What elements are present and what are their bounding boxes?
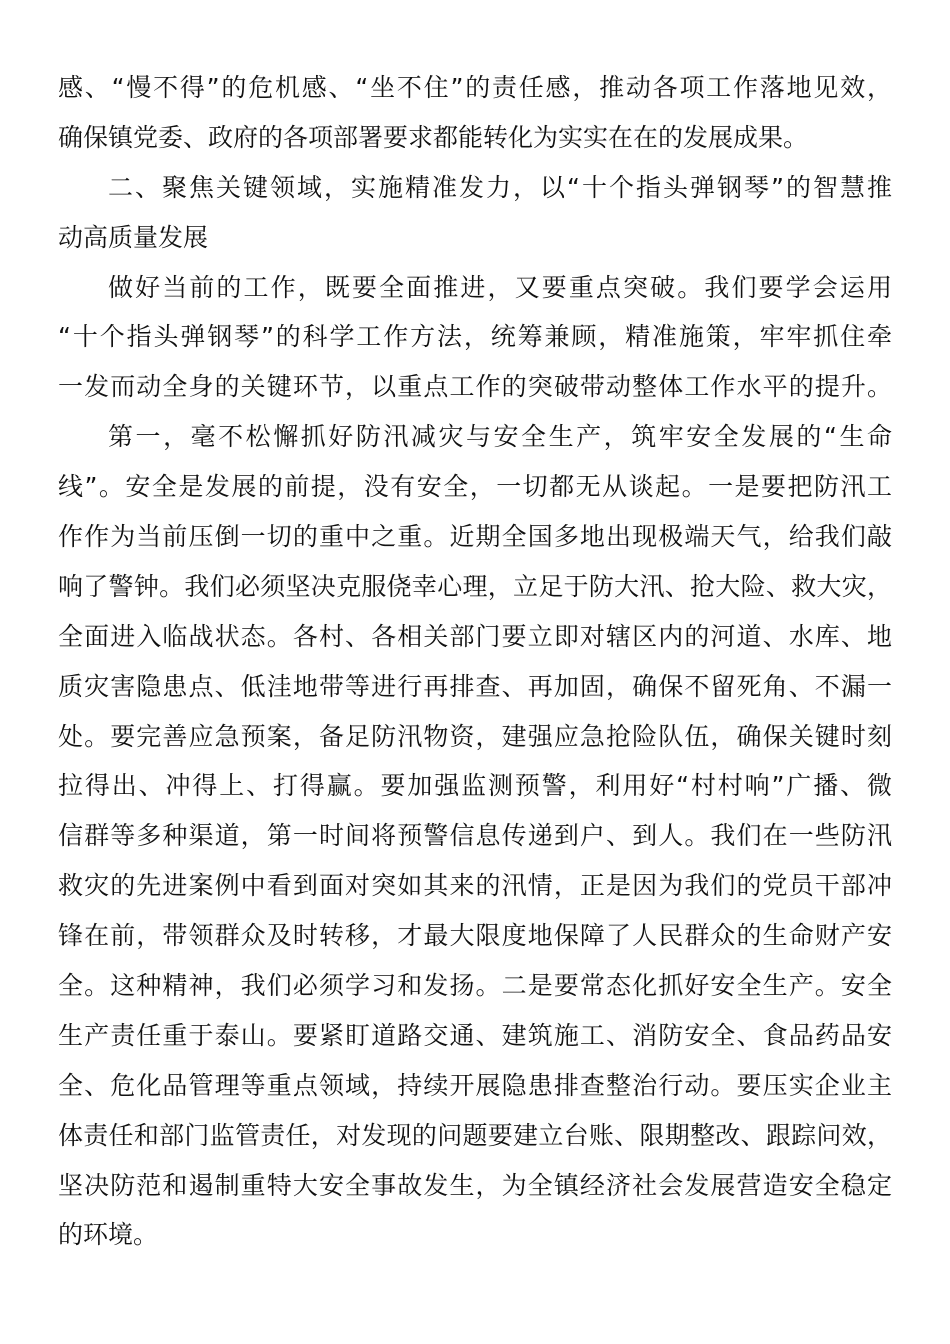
- text-line: 拉得出、冲得上、打得赢。要加强监测预警，利用好“村村响”广播、微: [58, 771, 892, 801]
- text-line: 线”。安全是发展的前提，没有安全，一切都无从谈起。一是要把防汛工: [58, 472, 892, 502]
- text-line: 质灾害隐患点、低洼地带等进行再排查、再加固，确保不留死角、不漏一: [58, 671, 892, 701]
- paragraph-continuation: [58, 63, 892, 163]
- text-line: 动高质量发展: [58, 222, 209, 252]
- paragraph-first-point: [58, 412, 892, 1260]
- text-line: 作作为当前压倒一切的重中之重。近期全国多地出现极端天气，给我们敲: [58, 522, 892, 552]
- text-line: 二、聚焦关键领域，实施精准发力，以“十个指头弹钢琴”的智慧推: [108, 172, 892, 202]
- text-line: 全面进入临战状态。各村、各相关部门要立即对辖区内的河道、水库、地: [58, 621, 892, 651]
- text-line: 锋在前，带领群众及时转移，才最大限度地保障了人民群众的生命财产安: [58, 921, 892, 951]
- section-heading: [58, 163, 892, 263]
- text-line: 响了警钟。我们必须坚决克服侥幸心理，立足于防大汛、抢大险、救大灾，: [58, 571, 892, 601]
- text-line: 感、“慢不得”的危机感、“坐不住”的责任感，推动各项工作落地见效，: [58, 73, 892, 102]
- text-line: 全。这种精神，我们必须学习和发扬。二是要常态化抓好安全生产。安全: [58, 971, 892, 1001]
- text-line: 处。要完善应急预案，备足防汛物资，建强应急抢险队伍，确保关键时刻: [58, 721, 892, 751]
- text-line: “十个指头弹钢琴”的科学工作方法，统筹兼顾，精准施策，牢牢抓住牵: [58, 322, 892, 352]
- text-line: 确保镇党委、政府的各项部署要求都能转化为实实在在的发展成果。: [58, 122, 809, 152]
- text-line: 全、危化品管理等重点领域，持续开展隐患排查整治行动。要压实企业主: [58, 1070, 892, 1100]
- text-line: 体责任和部门监管责任，对发现的问题要建立台账、限期整改、跟踪问效，: [58, 1120, 892, 1150]
- text-line: 的环境。: [58, 1220, 159, 1250]
- text-line: 救灾的先进案例中看到面对突如其来的汛情，正是因为我们的党员干部冲: [58, 871, 892, 901]
- text-line: 做好当前的工作，既要全面推进，又要重点突破。我们要学会运用: [108, 272, 892, 302]
- text-line: 第一，毫不松懈抓好防汛减灾与安全生产，筑牢安全发展的“生命: [108, 422, 892, 452]
- text-line: 信群等多种渠道，第一时间将预警信息传递到户、到人。我们在一些防汛: [58, 821, 892, 851]
- paragraph-intro: [58, 263, 892, 413]
- text-line: 生产责任重于泰山。要紧盯道路交通、建筑施工、消防安全、食品药品安: [58, 1020, 892, 1050]
- text-line: 坚决防范和遏制重特大安全事故发生，为全镇经济社会发展营造安全稳定: [58, 1170, 892, 1200]
- document-page: [58, 63, 892, 1260]
- text-line: 一发而动全身的关键环节，以重点工作的突破带动整体工作水平的提升。: [58, 372, 892, 402]
